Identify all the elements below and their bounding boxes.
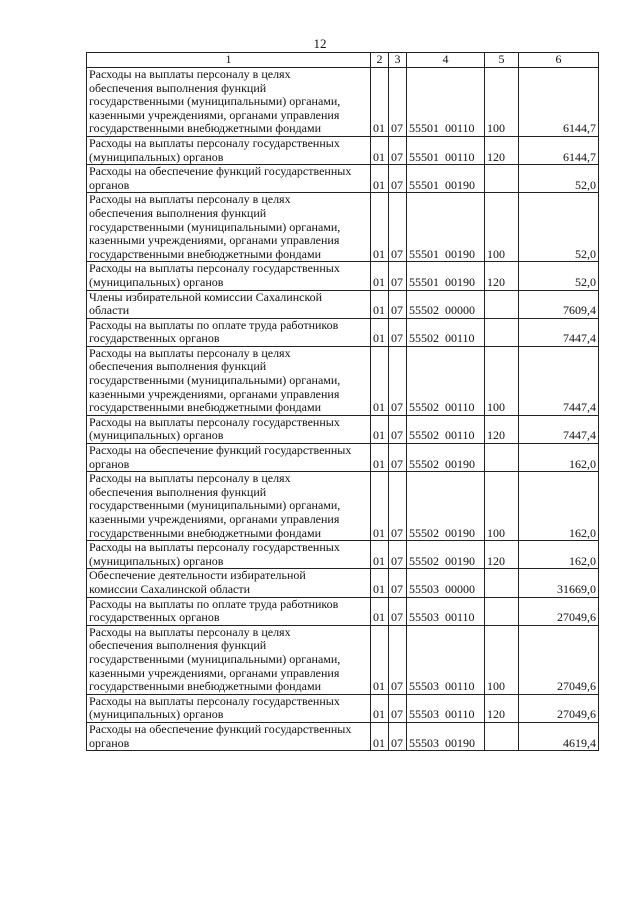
target-article-cell: 55502 00110 (407, 415, 485, 443)
subsection-code-cell: 07 (389, 472, 407, 541)
table-row (87, 318, 599, 346)
table-row (87, 444, 599, 472)
section-code-cell: 01 (371, 193, 389, 262)
section-code-cell: 01 (371, 472, 389, 541)
expense-type-cell: 100 (485, 625, 519, 694)
section-code-cell: 01 (371, 722, 389, 750)
section-code-cell: 01 (371, 165, 389, 193)
table-row (87, 346, 599, 415)
target-article-cell: 55501 00190 (407, 262, 485, 290)
amount-cell: 6144,7 (519, 136, 599, 164)
table-row (87, 597, 599, 625)
expense-type-cell: 100 (485, 68, 519, 137)
amount-cell: 162,0 (519, 472, 599, 541)
section-code-cell: 01 (371, 444, 389, 472)
expense-name-cell: Расходы на выплаты персоналу государственных (муниципальных) органов (87, 262, 371, 290)
target-article-cell: 55503 00110 (407, 694, 485, 722)
target-article-cell: 55502 00110 (407, 318, 485, 346)
expense-type-cell: 120 (485, 136, 519, 164)
subsection-code-cell: 07 (389, 165, 407, 193)
target-article-cell: 55501 00110 (407, 68, 485, 137)
section-code-cell: 01 (371, 541, 389, 569)
subsection-code-cell: 07 (389, 625, 407, 694)
subsection-code-cell: 07 (389, 541, 407, 569)
target-article-cell: 55503 00000 (407, 569, 485, 597)
target-article-cell: 55501 00190 (407, 165, 485, 193)
expense-name-cell: Расходы на обеспечение функций государственных органов (87, 444, 371, 472)
expense-type-cell (485, 444, 519, 472)
table-row (87, 625, 599, 694)
subsection-code-cell: 07 (389, 722, 407, 750)
subsection-code-cell: 07 (389, 68, 407, 137)
amount-cell: 162,0 (519, 541, 599, 569)
amount-cell: 52,0 (519, 193, 599, 262)
expense-type-cell: 120 (485, 541, 519, 569)
expense-type-cell (485, 290, 519, 318)
target-article-cell: 55503 00110 (407, 625, 485, 694)
expense-type-cell: 120 (485, 694, 519, 722)
section-code-cell: 01 (371, 597, 389, 625)
amount-cell: 162,0 (519, 444, 599, 472)
section-code-cell: 01 (371, 68, 389, 137)
subsection-code-cell: 07 (389, 193, 407, 262)
table-row (87, 415, 599, 443)
table-row (87, 193, 599, 262)
amount-cell: 27049,6 (519, 694, 599, 722)
target-article-cell: 55502 00110 (407, 346, 485, 415)
expense-name-cell: Расходы на выплаты персоналу государственных (муниципальных) органов (87, 694, 371, 722)
expense-name-cell: Расходы на выплаты персоналу государственных (муниципальных) органов (87, 136, 371, 164)
subsection-code-cell: 07 (389, 444, 407, 472)
expense-name-cell: Расходы на выплаты персоналу в целях обеспечения выполнения функций государственными (муниципальными) органами, казенными учреждениями, органами управления государственными внебюджетными фондами (87, 346, 371, 415)
expense-type-cell (485, 722, 519, 750)
expense-type-cell: 100 (485, 472, 519, 541)
expense-name-cell: Расходы на обеспечение функций государственных органов (87, 722, 371, 750)
table-row (87, 262, 599, 290)
expense-name-cell: Расходы на выплаты персоналу государственных (муниципальных) органов (87, 415, 371, 443)
expense-name-cell: Расходы на выплаты персоналу в целях обеспечения выполнения функций государственными (муниципальными) органами, казенными учреждениями, органами управления государственными внебюджетными фондами (87, 68, 371, 137)
expense-type-cell: 120 (485, 415, 519, 443)
target-article-cell: 55502 00190 (407, 444, 485, 472)
amount-cell: 4619,4 (519, 722, 599, 750)
target-article-cell: 55501 00110 (407, 136, 485, 164)
subsection-code-cell: 07 (389, 136, 407, 164)
expense-type-cell (485, 597, 519, 625)
table-row (87, 569, 599, 597)
subsection-code-cell: 07 (389, 415, 407, 443)
table-row (87, 165, 599, 193)
section-code-cell: 01 (371, 136, 389, 164)
expense-type-cell: 100 (485, 193, 519, 262)
section-code-cell: 01 (371, 262, 389, 290)
expense-type-cell: 120 (485, 262, 519, 290)
expense-name-cell: Расходы на выплаты персоналу в целях обеспечения выполнения функций государственными (муниципальными) органами, казенными учреждениями, органами управления государственными внебюджетными фондами (87, 472, 371, 541)
header-cell: 5 (485, 53, 519, 68)
table-row (87, 136, 599, 164)
expense-name-cell: Расходы на выплаты персоналу государственных (муниципальных) органов (87, 541, 371, 569)
expense-name-cell: Расходы на выплаты по оплате труда работников государственных органов (87, 597, 371, 625)
header-cell: 4 (407, 53, 485, 68)
header-cell: 2 (371, 53, 389, 68)
subsection-code-cell: 07 (389, 290, 407, 318)
subsection-code-cell: 07 (389, 569, 407, 597)
expense-type-cell (485, 318, 519, 346)
page-number: 12 (313, 36, 327, 51)
amount-cell: 52,0 (519, 262, 599, 290)
table-row (87, 472, 599, 541)
expense-type-cell (485, 569, 519, 597)
header-cell: 1 (87, 53, 371, 68)
amount-cell: 7447,4 (519, 318, 599, 346)
header-cell: 6 (519, 53, 599, 68)
subsection-code-cell: 07 (389, 597, 407, 625)
section-code-cell: 01 (371, 415, 389, 443)
table-row (87, 290, 599, 318)
section-code-cell: 01 (371, 569, 389, 597)
section-code-cell: 01 (371, 318, 389, 346)
amount-cell: 52,0 (519, 165, 599, 193)
target-article-cell: 55502 00000 (407, 290, 485, 318)
expense-name-cell: Расходы на выплаты персоналу в целях обеспечения выполнения функций государственными (муниципальными) органами, казенными учреждениями, органами управления государственными внебюджетными фондами (87, 193, 371, 262)
amount-cell: 7447,4 (519, 346, 599, 415)
table-body (87, 68, 599, 751)
header-row (87, 53, 599, 68)
section-code-cell: 01 (371, 346, 389, 415)
budget-table (86, 52, 599, 751)
target-article-cell: 55503 00190 (407, 722, 485, 750)
table-row (87, 694, 599, 722)
expense-type-cell (485, 165, 519, 193)
expense-name-cell: Расходы на выплаты персоналу в целях обеспечения выполнения функций государственными (муниципальными) органами, казенными учреждениями, органами управления государственными внебюджетными фондами (87, 625, 371, 694)
amount-cell: 31669,0 (519, 569, 599, 597)
expense-type-cell: 100 (485, 346, 519, 415)
table-row (87, 541, 599, 569)
section-code-cell: 01 (371, 625, 389, 694)
table-row (87, 722, 599, 750)
target-article-cell: 55503 00110 (407, 597, 485, 625)
table-row (87, 68, 599, 137)
header-cell: 3 (389, 53, 407, 68)
amount-cell: 27049,6 (519, 597, 599, 625)
subsection-code-cell: 07 (389, 262, 407, 290)
amount-cell: 7447,4 (519, 415, 599, 443)
amount-cell: 6144,7 (519, 68, 599, 137)
expense-name-cell: Расходы на обеспечение функций государственных органов (87, 165, 371, 193)
subsection-code-cell: 07 (389, 318, 407, 346)
subsection-code-cell: 07 (389, 694, 407, 722)
amount-cell: 27049,6 (519, 625, 599, 694)
subsection-code-cell: 07 (389, 346, 407, 415)
target-article-cell: 55501 00190 (407, 193, 485, 262)
amount-cell: 7609,4 (519, 290, 599, 318)
target-article-cell: 55502 00190 (407, 541, 485, 569)
expense-name-cell: Члены избирательной комиссии Сахалинской области (87, 290, 371, 318)
expense-name-cell: Обеспечение деятельности избирательной комиссии Сахалинской области (87, 569, 371, 597)
target-article-cell: 55502 00190 (407, 472, 485, 541)
section-code-cell: 01 (371, 694, 389, 722)
section-code-cell: 01 (371, 290, 389, 318)
expense-name-cell: Расходы на выплаты по оплате труда работников государственных органов (87, 318, 371, 346)
